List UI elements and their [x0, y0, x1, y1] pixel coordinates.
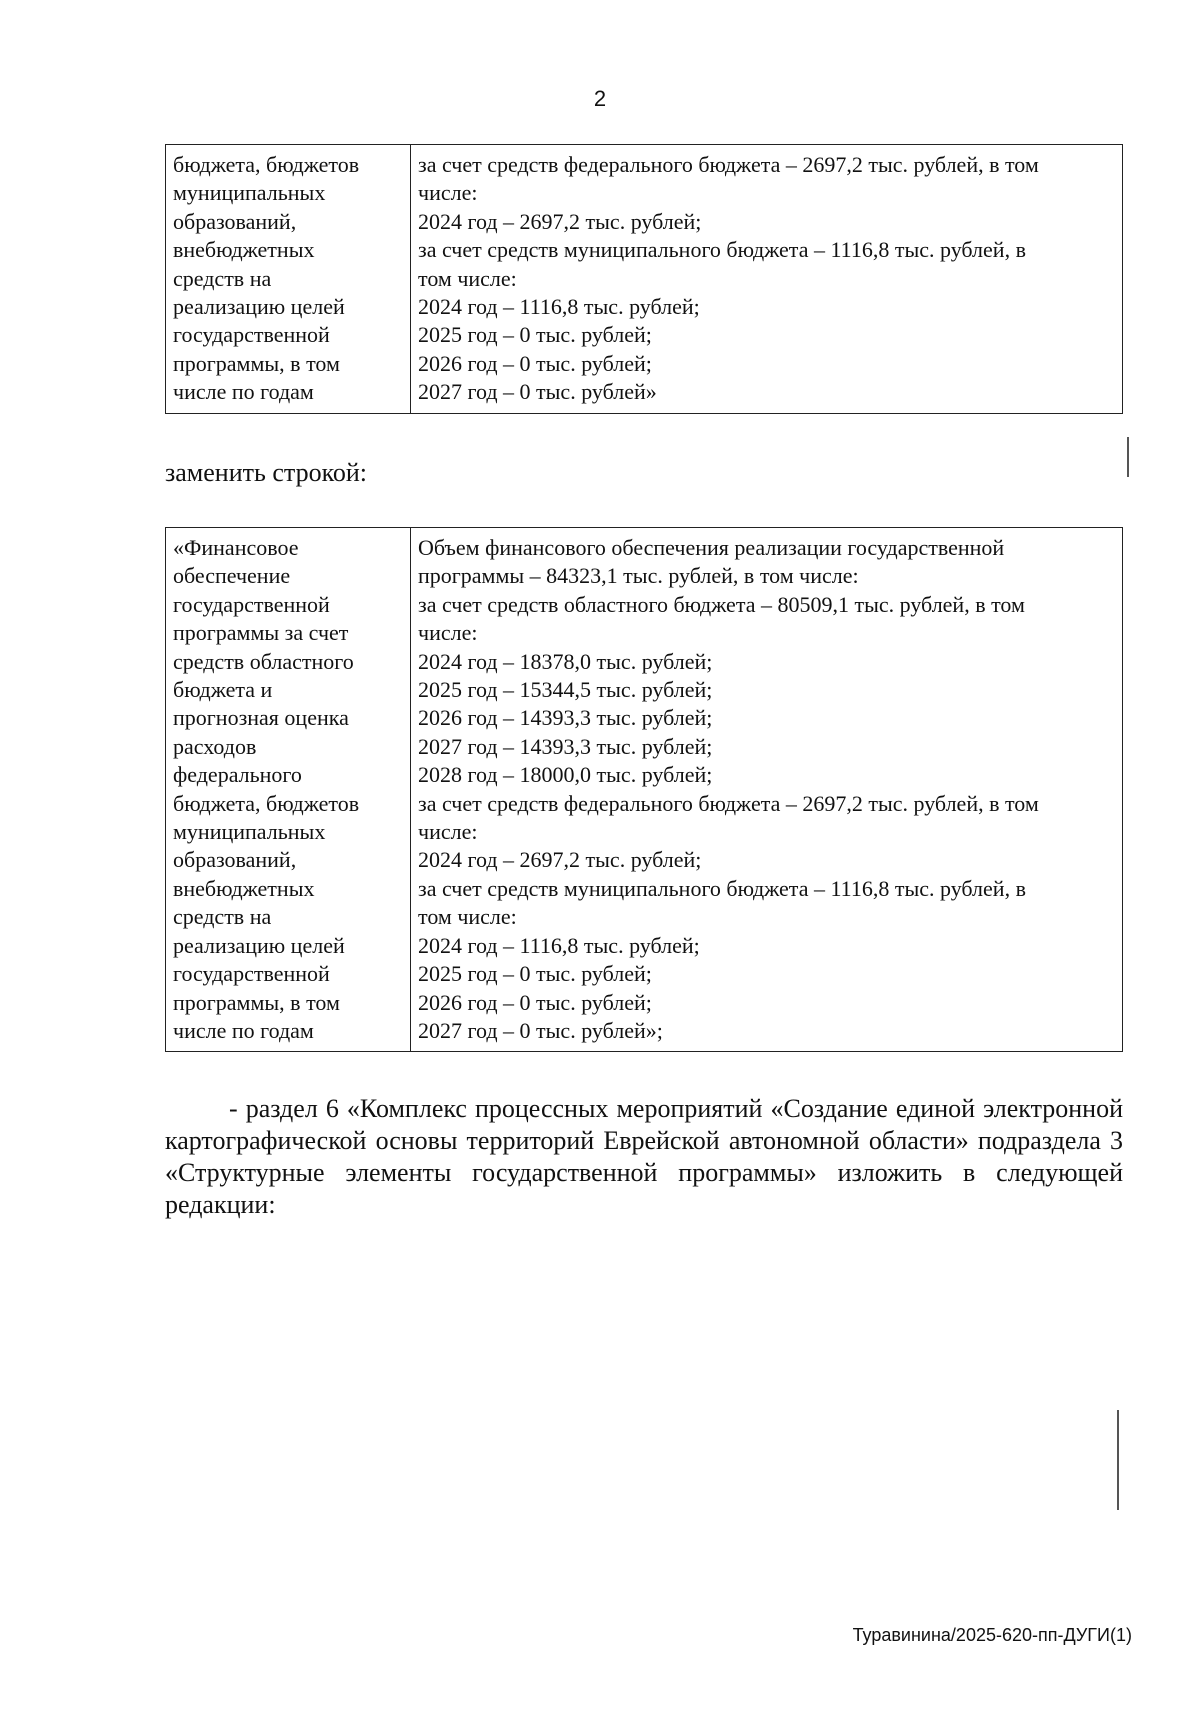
cell-line: том числе: [418, 265, 517, 291]
cell-line: числе: [418, 819, 478, 845]
cell-line: «Финансовое [173, 535, 299, 560]
cell-line: 2024 год – 1116,8 тыс. рублей; [418, 294, 700, 320]
cell-line: государственной [173, 591, 330, 617]
cell-line: за счет средств федерального бюджета – 2697,2 тыс. рублей, в том [418, 152, 1039, 177]
cell-line: средств на [173, 265, 272, 291]
cell-line: средств на [173, 904, 272, 930]
cell-line: 2025 год – 15344,5 тыс. рублей; [418, 677, 713, 703]
cell-line: за счет средств муниципального бюджета – 1116,8 тыс. рублей, в [418, 875, 1026, 901]
table-row [166, 528, 1123, 1052]
cell-line: 2025 год – 0 тыс. рублей; [418, 322, 652, 348]
cell-line: внебюджетных [173, 237, 315, 263]
cell-line: обеспечение [173, 563, 291, 589]
cell-line: 2026 год – 0 тыс. рублей; [418, 989, 652, 1015]
cell-line: 2024 год – 2697,2 тыс. рублей; [418, 847, 702, 873]
cell-line: числе по годам [173, 1017, 314, 1043]
cell-line: 2027 год – 14393,3 тыс. рублей; [418, 733, 713, 759]
financing-table-excerpt [165, 144, 1123, 414]
cell-line: образований, [173, 208, 297, 234]
table-row [166, 145, 1123, 414]
cell-line: прогнозная оценка [173, 705, 349, 731]
cell-line: муниципальных [173, 819, 326, 845]
cell-line: программы – 84323,1 тыс. рублей, в том числе: [418, 563, 859, 589]
table1-right-cell [411, 145, 1123, 414]
cell-line: средств областного [173, 648, 354, 674]
cell-line: программы, в том [173, 989, 340, 1015]
cell-line: реализацию целей [173, 932, 345, 958]
cell-line: реализацию целей [173, 294, 345, 320]
cell-line: за счет средств областного бюджета – 80509,1 тыс. рублей, в том [418, 591, 1025, 617]
cell-line: за счет средств федерального бюджета – 2697,2 тыс. рублей, в том [418, 790, 1039, 816]
replace-label: заменить строкой: [165, 458, 368, 487]
cell-line: внебюджетных [173, 875, 315, 901]
amendment-paragraph [165, 1093, 1123, 1221]
cell-line: 2028 год – 18000,0 тыс. рублей; [418, 762, 713, 788]
cell-line: 2024 год – 18378,0 тыс. рублей; [418, 648, 713, 674]
cell-line: государственной [173, 322, 330, 348]
amendment-paragraph-text: - раздел 6 «Комплекс процессных мероприятий «Создание единой электронной картографической основы территорий Еврейской автономной области» подраздела 3 «Структурные элементы государственной программы» изложить в следующей редакции: [165, 1094, 1123, 1219]
cell-line: программы за счет [173, 620, 349, 646]
cell-line: бюджета, бюджетов [173, 152, 360, 177]
financing-table-replacement [165, 527, 1123, 1052]
cell-line: 2027 год – 0 тыс. рублей» [418, 379, 657, 405]
cell-line: бюджета и [173, 677, 273, 703]
cell-line: 2027 год – 0 тыс. рублей»; [418, 1017, 663, 1043]
page-number: 2 [593, 86, 607, 111]
cell-line: программы, в том [173, 350, 340, 376]
cell-line: 2026 год – 0 тыс. рублей; [418, 350, 652, 376]
cell-line: государственной [173, 961, 330, 987]
scan-mark [1117, 1410, 1119, 1510]
cell-line: образований, [173, 847, 297, 873]
cell-line: расходов [173, 733, 257, 759]
document-reference: Туравинина/2025-620-пп-ДУГИ(1) [852, 1625, 1132, 1645]
cell-line: 2025 год – 0 тыс. рублей; [418, 961, 652, 987]
cell-line: числе по годам [173, 379, 314, 405]
table1-left-cell [166, 145, 411, 414]
cell-line: за счет средств муниципального бюджета – 1116,8 тыс. рублей, в [418, 237, 1026, 263]
cell-line: 2024 год – 1116,8 тыс. рублей; [418, 932, 700, 958]
cell-line: том числе: [418, 904, 517, 930]
cell-line: федерального [173, 762, 302, 788]
cell-line: 2024 год – 2697,2 тыс. рублей; [418, 208, 702, 234]
cell-line: Объем финансового обеспечения реализации государственной [418, 535, 1005, 560]
cell-line: числе: [418, 620, 478, 646]
table2-left-cell [166, 528, 411, 1052]
table2-right-cell [411, 528, 1123, 1052]
cell-line: муниципальных [173, 180, 326, 206]
cell-line: бюджета, бюджетов [173, 790, 360, 816]
scan-mark [1127, 437, 1129, 477]
cell-line: 2026 год – 14393,3 тыс. рублей; [418, 705, 713, 731]
cell-line: числе: [418, 180, 478, 206]
